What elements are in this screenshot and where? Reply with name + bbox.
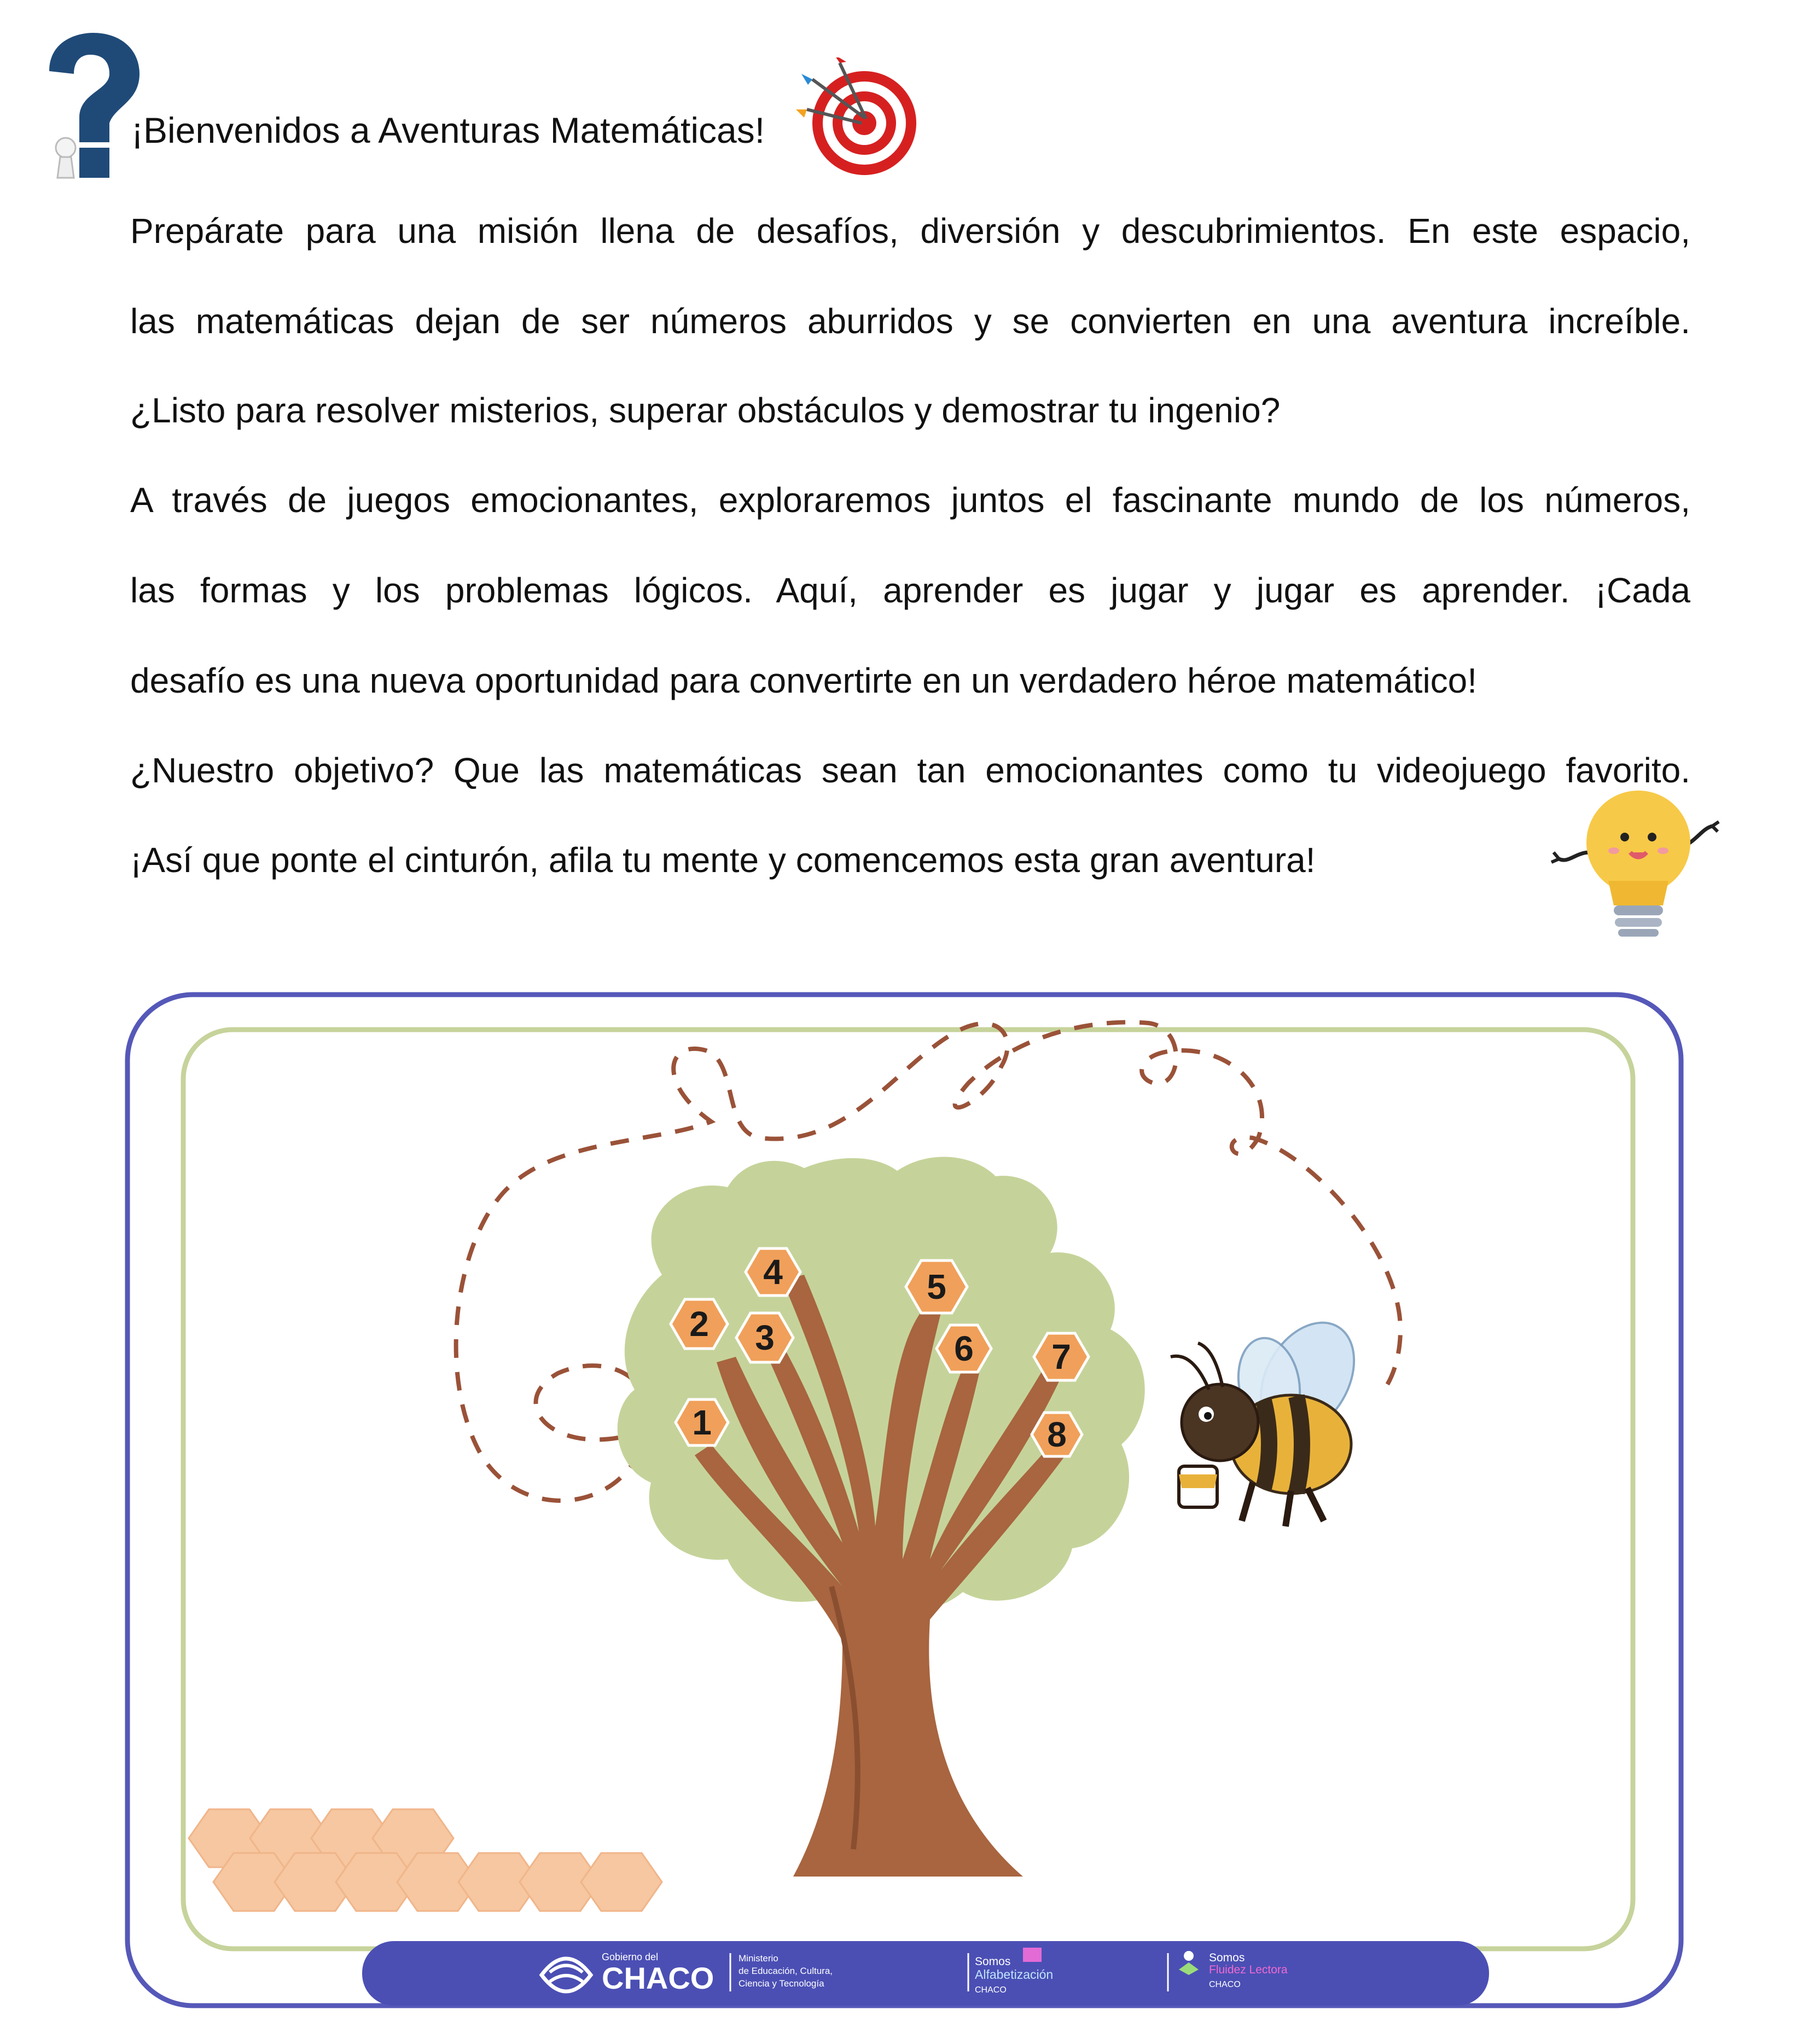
level-3	[736, 1313, 793, 1362]
level-6	[937, 1325, 991, 1372]
honeycomb-tiles	[189, 1809, 662, 1911]
level-6-label: 6	[954, 1329, 974, 1368]
page-title: ¡Bienvenidos a Aventuras Matemáticas!	[131, 110, 765, 150]
bee-icon	[1171, 1306, 1373, 1526]
intro-line-2: las matemáticas dejan de ser números aburridos y se convierten en una aventura increíble.	[130, 301, 1690, 341]
level-5-label: 5	[927, 1267, 946, 1306]
footer-gobierno-del: Gobierno del	[602, 1951, 659, 1962]
intro-line-4: A través de juegos emocionantes, exploraremos juntos el fascinante mundo de los números,	[130, 480, 1690, 520]
intro-line-5: las formas y los problemas lógicos. Aquí, aprender es jugar y jugar es aprender. ¡Cada	[130, 571, 1690, 610]
level-8	[1032, 1413, 1082, 1456]
footer-alfabetizacion-2: Alfabetización	[975, 1967, 1054, 1982]
intro-line-3: ¿Listo para resolver misterios, superar obstáculos y demostrar tu ingenio?	[130, 391, 1281, 430]
level-7-label: 7	[1051, 1337, 1071, 1376]
intro-line-1: Prepárate para una misión llena de desafíos, diversión y descubrimientos. En este espacio,	[130, 211, 1690, 251]
level-5	[906, 1261, 967, 1313]
footer-alfabetizacion-3: CHACO	[975, 1985, 1007, 1995]
level-2	[671, 1299, 728, 1349]
footer-chaco: CHACO	[602, 1961, 714, 1995]
alfabetizacion-book-icon	[1023, 1948, 1042, 1962]
intro-line-6: desafío es una nueva oportunidad para convertirte en un verdadero héroe matemático!	[130, 661, 1478, 700]
level-7	[1034, 1333, 1089, 1380]
footer-fluidez-2: Fluidez Lectora	[1209, 1964, 1288, 1976]
level-8-label: 8	[1047, 1415, 1067, 1454]
footer-band	[362, 1941, 1489, 2006]
footer-ministerio-3: Ciencia y Tecnología	[739, 1978, 824, 1989]
level-2-label: 2	[689, 1304, 709, 1344]
level-3-label: 3	[755, 1318, 775, 1357]
footer-fluidez-1: Somos	[1209, 1951, 1245, 1964]
level-1	[676, 1399, 728, 1445]
level-4-label: 4	[763, 1252, 783, 1292]
intro-line-7: ¿Nuestro objetivo? Que las matemáticas sean tan emocionantes como tu videojuego favorito.	[130, 751, 1690, 790]
footer-ministerio-1: Ministerio	[739, 1953, 778, 1964]
footer-ministerio-2: de Educación, Cultura,	[739, 1966, 833, 1976]
footer-fluidez-3: CHACO	[1209, 1980, 1241, 1989]
level-4	[746, 1248, 800, 1296]
footer-alfabetizacion-1: Somos	[975, 1955, 1011, 1968]
level-1-label: 1	[692, 1403, 712, 1442]
intro-line-8: ¡Así que ponte el cinturón, afila tu mente y comencemos esta gran aventura!	[130, 840, 1316, 880]
